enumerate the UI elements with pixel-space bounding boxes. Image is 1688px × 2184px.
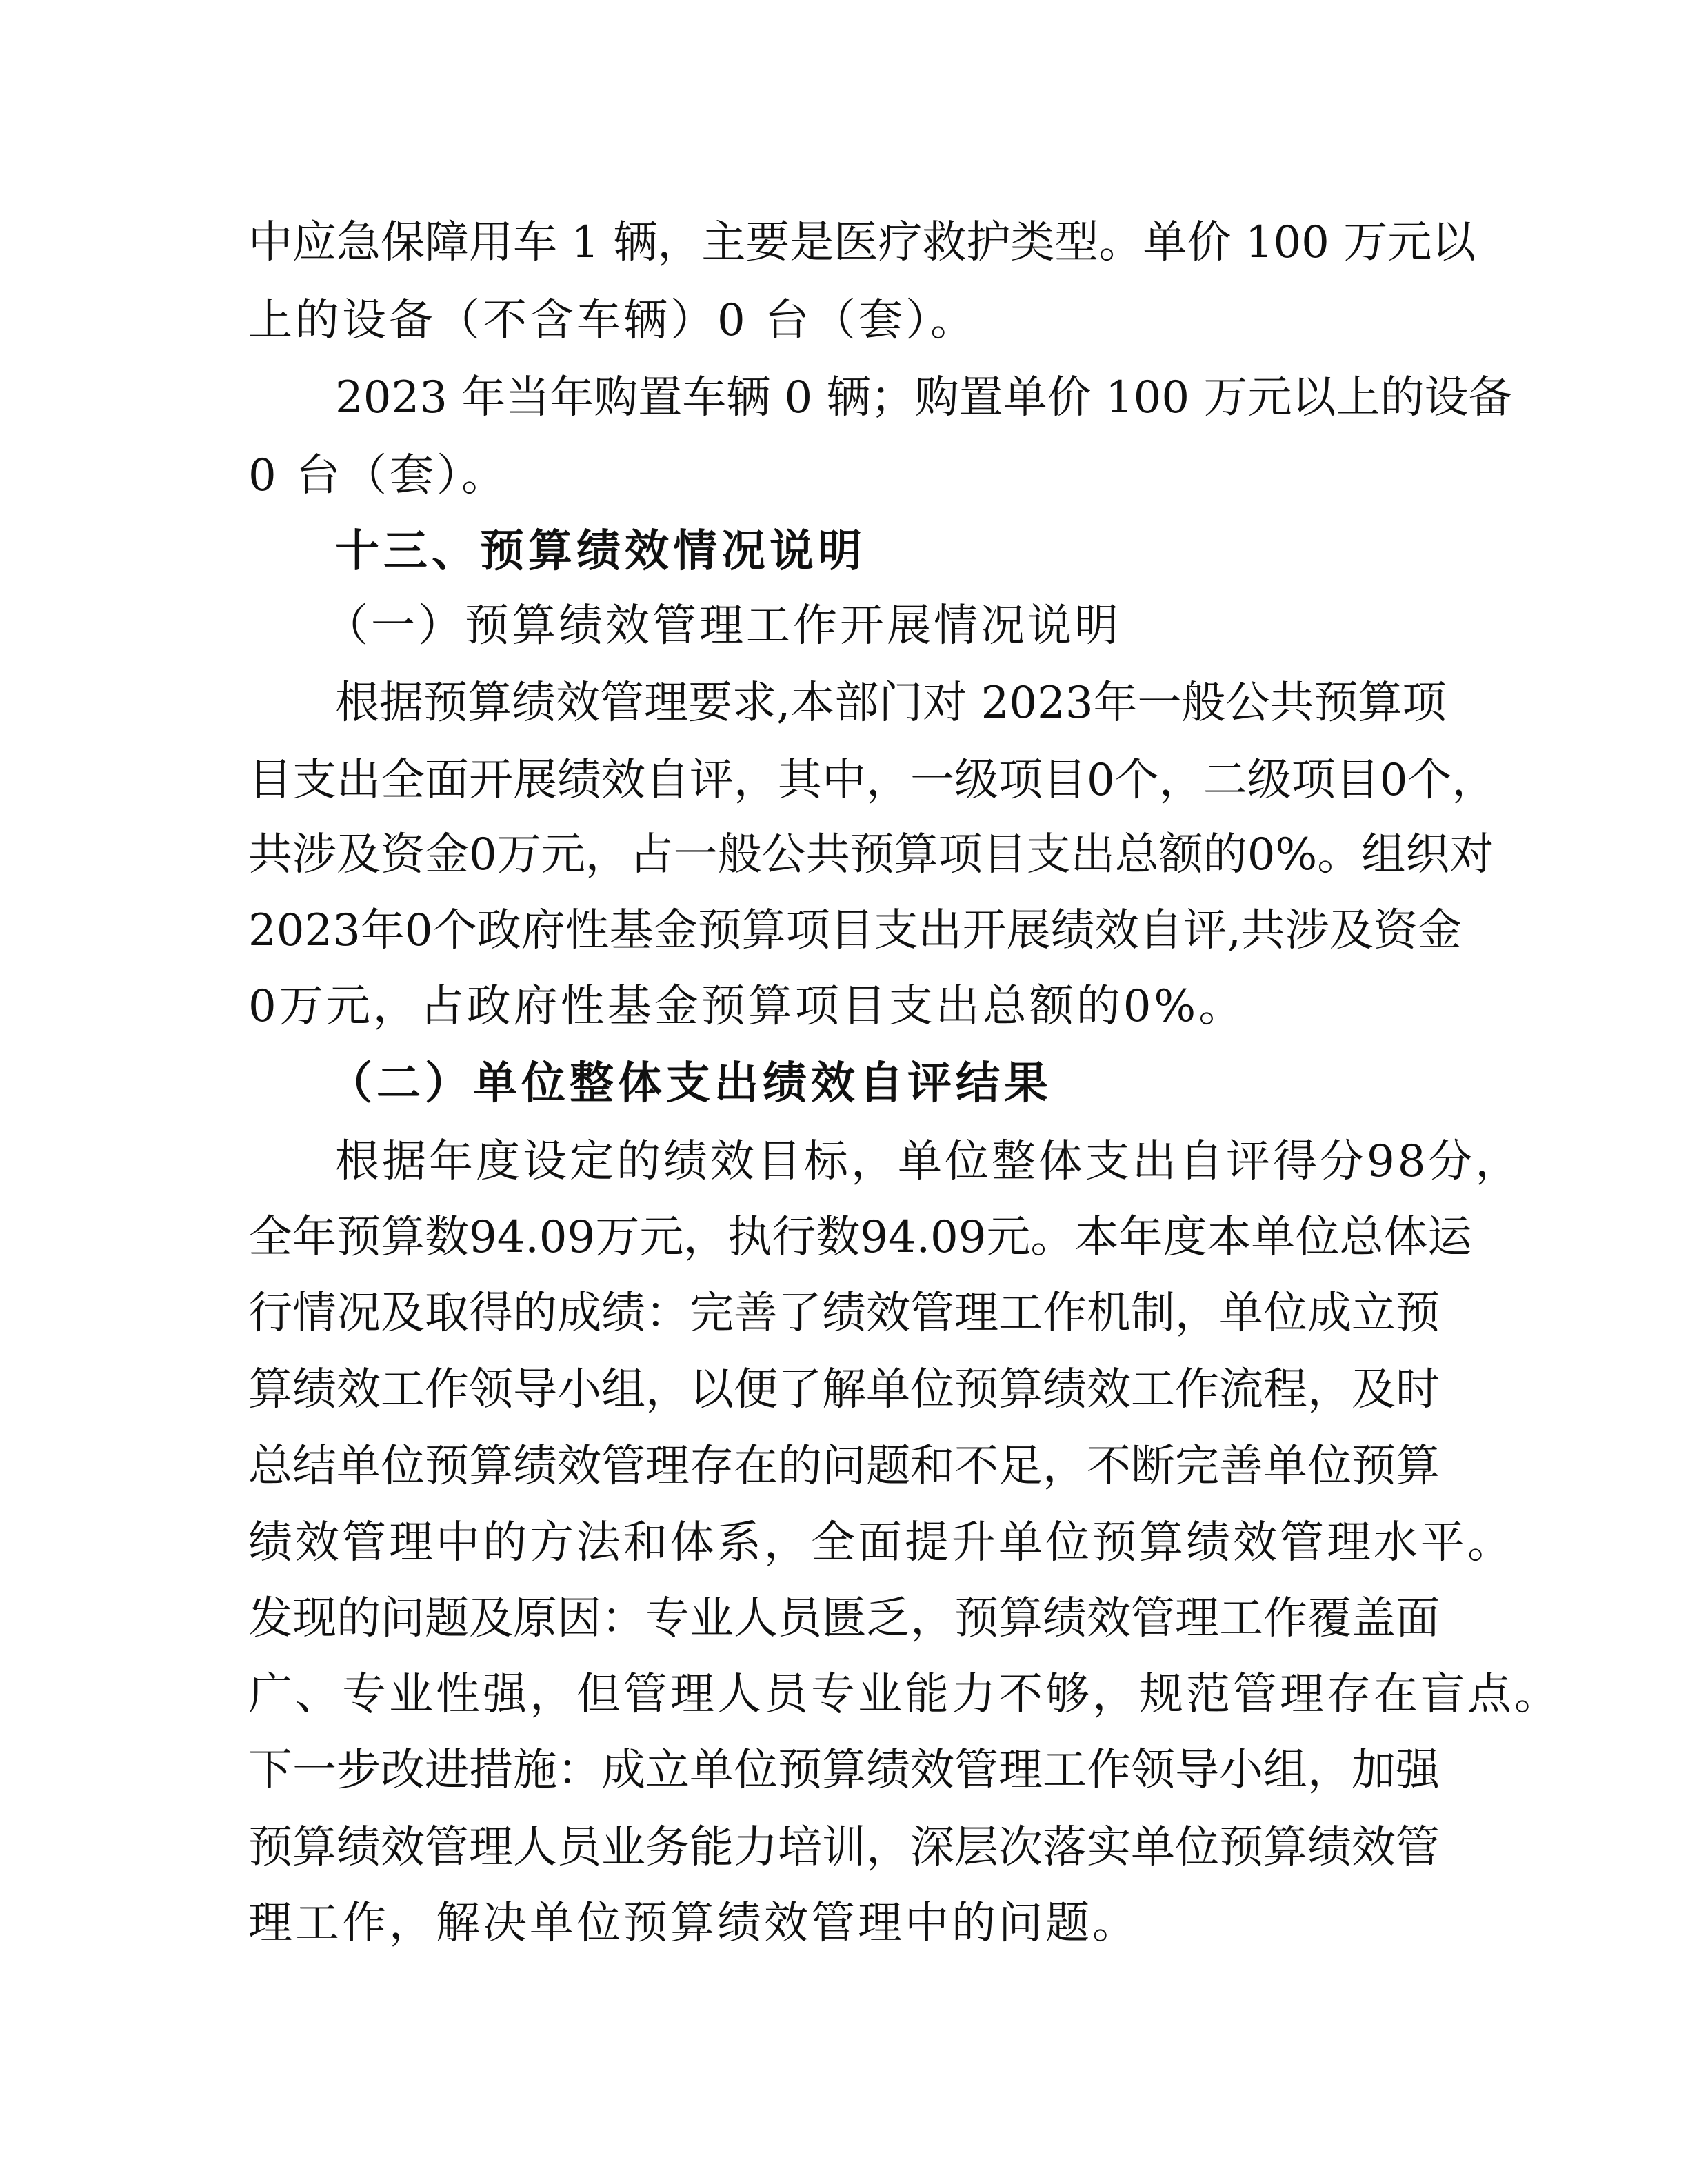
paragraph-line: 共涉及资金0万元，占一般公共预算项目支出总额的0%。组织对: [248, 829, 1494, 880]
paragraph-line: 2023 年当年购置车辆 0 辆；购置单价 100 万元以上的设备: [335, 372, 1513, 423]
paragraph-line: 全年预算数94.09万元，执行数94.09元。本年度本单位总体运: [248, 1212, 1472, 1263]
paragraph-line: 0 台（套）。: [248, 450, 509, 501]
paragraph-line: 行情况及取得的成绩：完善了绩效管理工作机制，单位成立预: [248, 1288, 1440, 1339]
paragraph-line: 根据预算绩效管理要求,本部门对 2023年一般公共预算项: [335, 678, 1447, 729]
subsection-heading: （一）预算绩效管理工作开展情况说明: [324, 600, 1121, 651]
paragraph-line: 总结单位预算绩效管理存在的问题和不足，不断完善单位预算: [248, 1441, 1440, 1492]
paragraph-line: 上的设备（不含车辆）0 台（套）。: [248, 295, 978, 346]
paragraph-line: 0万元，占政府性基金预算项目支出总额的0%。: [248, 981, 1246, 1032]
paragraph-line: 中应急保障用车 1 辆，主要是医疗救护类型。单价 100 万元以: [248, 217, 1476, 268]
subsection-heading: （二）单位整体支出绩效自评结果: [328, 1058, 1052, 1109]
paragraph-line: 根据年度设定的绩效目标，单位整体支出自评得分98分，: [335, 1136, 1523, 1187]
paragraph-line: 绩效管理中的方法和体系，全面提升单位预算绩效管理水平。: [248, 1517, 1514, 1568]
section-heading: 十三、预算绩效情况说明: [335, 526, 866, 577]
paragraph-line: 发现的问题及原因：专业人员匮乏，预算绩效管理工作覆盖面: [248, 1593, 1440, 1644]
paragraph-line: 2023年0个政府性基金预算项目支出开展绩效自评,共涉及资金: [248, 905, 1462, 956]
paragraph-line: 预算绩效管理人员业务能力培训，深层次落实单位预算绩效管: [248, 1822, 1440, 1873]
paragraph-line: 理工作，解决单位预算绩效管理中的问题。: [248, 1898, 1139, 1949]
paragraph-line: 算绩效工作领导小组，以便了解单位预算绩效工作流程，及时: [248, 1364, 1440, 1415]
paragraph-line: 目支出全面开展绩效自评，其中，一级项目0个，二级项目0个，: [248, 755, 1496, 806]
paragraph-line: 下一步改进措施：成立单位预算绩效管理工作领导小组，加强: [248, 1745, 1440, 1796]
paragraph-line: 广、专业性强，但管理人员专业能力不够，规范管理存在盲点。: [248, 1669, 1561, 1720]
